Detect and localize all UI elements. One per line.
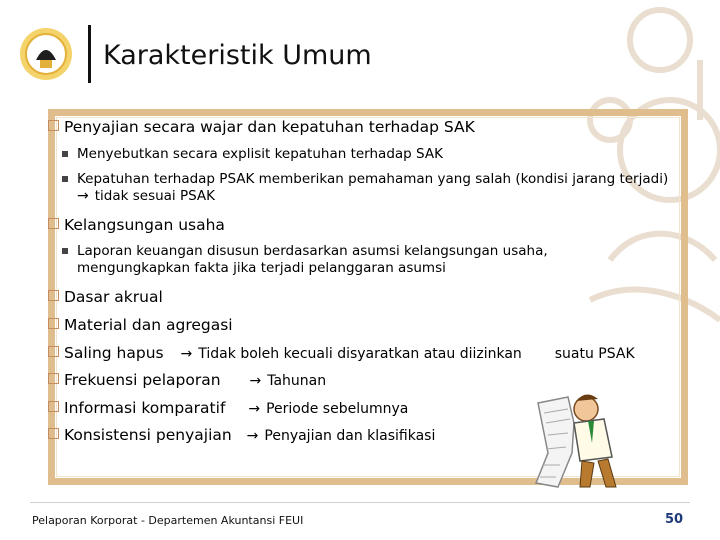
arrow-right-icon: →	[248, 401, 261, 417]
checkbox-icon	[48, 346, 59, 357]
item-frekuensi: Frekuensi pelaporan → Tahunan	[48, 371, 326, 389]
page-number: 50	[665, 512, 684, 527]
square-bullet-icon	[62, 176, 68, 182]
checkbox-icon	[48, 401, 59, 412]
arrow-right-icon: →	[77, 188, 89, 204]
square-bullet-icon	[62, 151, 68, 157]
checkbox-icon	[48, 218, 59, 229]
square-bullet-icon	[62, 248, 68, 254]
arrow-right-icon: →	[180, 346, 193, 362]
sub-bullet-3: Laporan keuangan disusun berdasarkan asumsi kelangsungan usaha, mengungkapkan fakta jika terjadi pelanggaran asumsi	[77, 243, 637, 277]
item-informasi: Informasi komparatif → Periode sebelumnya	[48, 399, 408, 417]
checkbox-icon	[48, 428, 59, 439]
bullet-penyajian: Penyajian secara wajar dan kepatuhan terhadap SAK	[48, 118, 475, 136]
checkbox-icon	[48, 120, 59, 131]
footer-text: Pelaporan Korporat - Departemen Akuntansi FEUI	[32, 514, 304, 527]
page-title: Karakteristik Umum	[103, 40, 372, 71]
checkbox-icon	[48, 290, 59, 301]
arrow-right-icon: →	[246, 428, 259, 444]
checkbox-icon	[48, 373, 59, 384]
sub-bullet-1: Menyebutkan secara explisit kepatuhan terhadap SAK	[77, 146, 677, 163]
item-konsistensi: Konsistensi penyajian → Penyajian dan klasifikasi	[48, 426, 435, 444]
item-saling-hapus: Saling hapus → Tidak boleh kecuali disyaratkan atau diizinkan suatu PSAK	[48, 344, 635, 362]
arrow-right-icon: →	[249, 373, 262, 389]
item-dasar-akrual: Dasar akrual	[48, 288, 163, 306]
bullet-kelangsungan: Kelangsungan usaha	[48, 216, 225, 234]
sub-bullet-2: Kepatuhan terhadap PSAK memberikan pemahaman yang salah (kondisi jarang terjadi) → tidak sesuai PSAK	[77, 171, 677, 205]
item-material: Material dan agregasi	[48, 316, 233, 334]
checkbox-icon	[48, 318, 59, 329]
footer-divider	[30, 502, 690, 503]
cartoon-man-reading-report	[528, 383, 638, 491]
